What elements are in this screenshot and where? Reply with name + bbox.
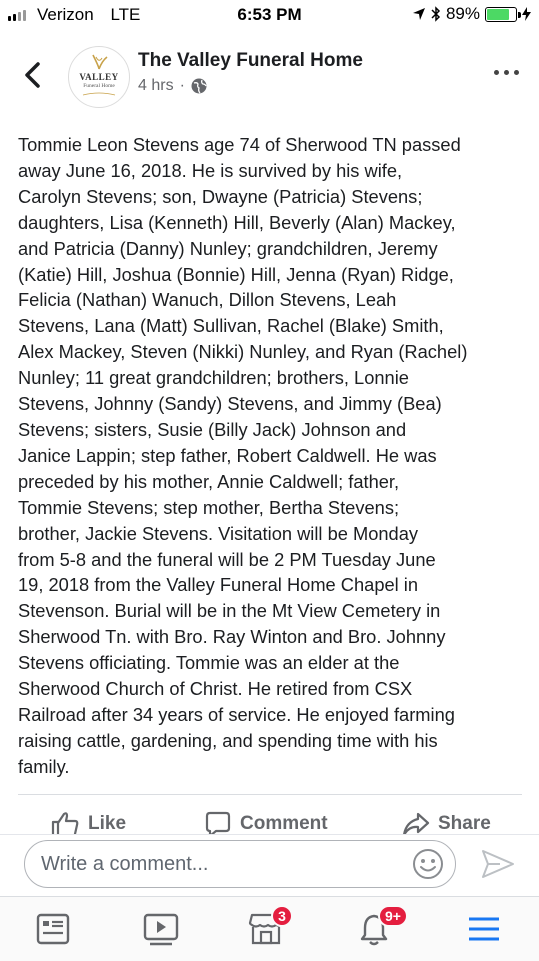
comment-composer [0,834,539,895]
send-button[interactable] [480,848,516,885]
globe-icon [191,78,207,94]
status-time: 6:53 PM [237,5,302,24]
more-options-button[interactable] [494,70,519,75]
like-button[interactable] [50,810,126,834]
post-timestamp[interactable]: 4 hrs [138,77,174,94]
post-actions [0,806,539,834]
bottom-tab-bar [0,896,539,961]
share-label: Share [438,813,491,834]
share-arrow-icon [402,810,430,834]
tab-menu[interactable] [465,911,505,947]
charging-bolt-icon [522,7,531,21]
comment-button[interactable] [204,810,328,834]
avatar-brand-text: VALLEY [79,72,119,82]
comment-bubble-icon [204,810,232,834]
battery-level [487,9,509,20]
notifications-badge: 9+ [378,905,408,927]
post-header [0,32,539,116]
post-meta [138,77,207,95]
meta-separator: · [179,77,185,94]
emoji-button[interactable] [412,848,444,885]
divider [18,794,522,795]
thumbs-up-icon [50,810,80,834]
send-arrow-icon [480,848,516,880]
comment-input[interactable]: Write a comment... [24,840,456,888]
tab-marketplace[interactable] [247,908,287,947]
news-feed-icon [35,911,71,947]
carrier-name: Verizon [37,5,94,24]
hamburger-menu-icon [465,911,503,947]
share-button[interactable] [402,810,491,834]
network-type: LTE [110,5,141,24]
bluetooth-icon [431,6,441,22]
smiley-icon [412,848,444,880]
location-arrow-icon [412,7,426,21]
battery-percent: 89% [445,4,480,23]
like-label: Like [88,813,127,834]
video-play-icon [142,911,180,947]
comment-label: Comment [240,813,328,834]
post-body-text: Tommie Leon Stevens age 74 of Sherwood TN passed away June 16, 2018. He is survived by his wife, Carolyn Stevens; son, Dwayne (Patricia) Stevens; daughters, Lisa (Kenneth) Hill, Beverly (Alan) Mackey, and Patricia (Danny) Nunley; grandchildren, Jeremy (Katie) Hill, Joshua (Bonnie) Hill, Jenna (Ryan) Ridge, Felicia (Nathan) Wanuch, Dillon Stevens, Leah Stevens, Lana (Matt) Sullivan, Rachel (Blake) Smith, Alex Mackey, Steven (Nikki) Nunley, and Ryan (Rachel) Nunley; 11 great grandchildren; brothers, Lonnie Stevens, Johnny (Sandy) Stevens, and Jimmy (Bea) Stevens; sisters, Susie (Billy Jack) Johnson and Janice Lappin; step father, Robert Caldwell. He was preceded by his mother, Annie Caldwell; father, Tommie Stevens; step mother, Bertha Stevens; brother, Jackie Stevens. Visitation will be Monday from 5-8 and the funeral will be 2 PM Tuesday June 19, 2018 from the Valley Funeral Home Chapel in Stevenson. Burial will be in the Mt View Cemetery in Sherwood Tn. with Bro. Ray Winton and Bro. Johnny Stevens officiating. Tommie was an elder at the Sherwood Church of Christ. He retired from CSX Railroad after 34 years of service. He enjoyed farming raising cattle, gardening, and spending time with his family. [18,134,468,777]
back-button[interactable] [18,58,48,92]
avatar-brand-sub: Funeral Home [83,83,115,89]
status-right [412,4,531,24]
battery-icon [485,7,517,22]
marketplace-badge: 3 [271,905,293,927]
status-bar [0,0,539,32]
tab-news-feed[interactable] [35,911,75,947]
chevron-left-icon [18,58,48,92]
page-name-link[interactable]: The Valley Funeral Home [138,50,363,71]
tab-watch[interactable] [142,911,182,947]
page-avatar[interactable] [68,46,130,108]
tab-notifications[interactable] [356,908,401,947]
